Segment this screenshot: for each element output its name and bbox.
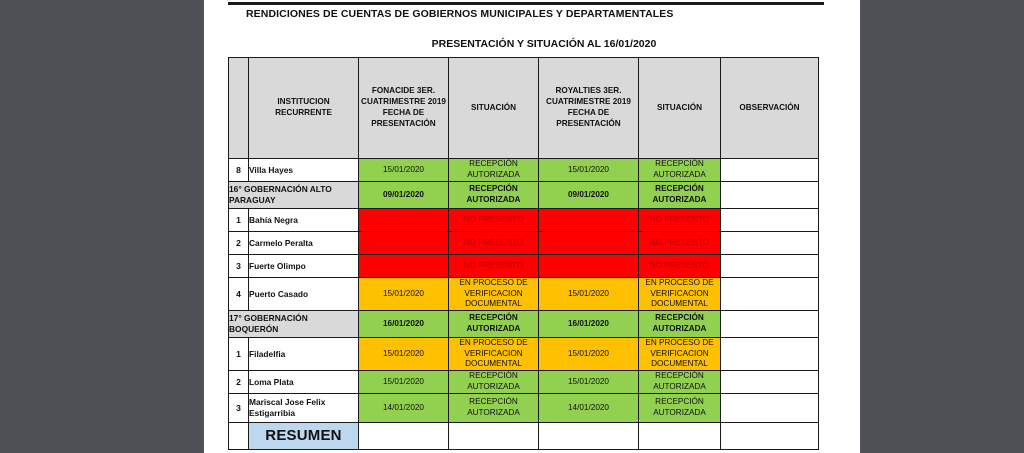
column-header-situacion-fonacide: SITUACIÓN	[449, 58, 539, 159]
table-footer-row	[229, 422, 819, 449]
column-header-situacion-royalties: SITUACIÓN	[639, 58, 721, 159]
cell-fonacide-situacion: NO PRESENTO	[449, 255, 539, 278]
cell-row-index: 1	[229, 337, 249, 370]
cell-row-index: 4	[229, 278, 249, 311]
cell-fonacide-date: 16/01/2020	[359, 310, 449, 337]
table-header	[229, 58, 819, 159]
cell-observacion	[721, 393, 819, 422]
cell-royalties-date	[539, 209, 639, 232]
cell-row-index: 3	[229, 255, 249, 278]
cell-footer-royalties-date	[539, 422, 639, 449]
cell-footer-fonacide-date	[359, 422, 449, 449]
cell-fonacide-date: 14/01/2020	[359, 393, 449, 422]
cell-footer-fonacide-status	[449, 422, 539, 449]
cell-royalties-situacion: RECEPCIÓN AUTORIZADA	[639, 310, 721, 337]
cell-royalties-date: 15/01/2020	[539, 370, 639, 393]
cell-fonacide-situacion: NO PRESENTO	[449, 209, 539, 232]
cell-institution: Mariscal Jose Felix Estigarribia	[249, 393, 359, 422]
cell-fonacide-date	[359, 232, 449, 255]
table-row	[229, 370, 819, 393]
cell-fonacide-situacion: RECEPCIÓN AUTORIZADA	[449, 370, 539, 393]
cell-observacion	[721, 209, 819, 232]
cell-row-index: 2	[229, 370, 249, 393]
cell-fonacide-date: 15/01/2020	[359, 278, 449, 311]
cell-row-index: 1	[229, 209, 249, 232]
cell-observacion	[721, 182, 819, 209]
cell-institution: Fuerte Olimpo	[249, 255, 359, 278]
table-row	[229, 182, 819, 209]
cell-institution: 16° GOBERNACIÓN ALTO PARAGUAY	[229, 182, 359, 209]
cell-fonacide-situacion: EN PROCESO DE VERIFICACION DOCUMENTAL	[449, 337, 539, 370]
cell-fonacide-situacion: NO PRESENTO	[449, 232, 539, 255]
cell-footer-index	[229, 422, 249, 449]
column-header-index	[229, 58, 249, 159]
cell-institution: Loma Plata	[249, 370, 359, 393]
table-row	[229, 232, 819, 255]
cell-royalties-situacion: NO PRESENTO	[639, 255, 721, 278]
cell-footer-royalties-status	[639, 422, 721, 449]
column-header-institution: INSTITUCION RECURRENTE	[249, 58, 359, 159]
cell-royalties-date: 15/01/2020	[539, 337, 639, 370]
cell-fonacide-date	[359, 209, 449, 232]
cell-fonacide-situacion: RECEPCIÓN AUTORIZADA	[449, 310, 539, 337]
table-row	[229, 278, 819, 311]
cell-fonacide-situacion: EN PROCESO DE VERIFICACION DOCUMENTAL	[449, 278, 539, 311]
cell-observacion	[721, 310, 819, 337]
cell-royalties-date: 16/01/2020	[539, 310, 639, 337]
cell-royalties-date: 14/01/2020	[539, 393, 639, 422]
cell-row-index: 8	[229, 159, 249, 182]
cell-institution: Carmelo Peralta	[249, 232, 359, 255]
cell-royalties-situacion: RECEPCIÓN AUTORIZADA	[639, 393, 721, 422]
cell-fonacide-date: 15/01/2020	[359, 159, 449, 182]
table-body	[229, 159, 819, 450]
cell-royalties-situacion: NO PRESENTO	[639, 232, 721, 255]
cell-observacion	[721, 370, 819, 393]
cell-institution: Filadelfia	[249, 337, 359, 370]
cell-institution: 17° GOBERNACIÓN BOQUERÓN	[229, 310, 359, 337]
page-subtitle: PRESENTACIÓN Y SITUACIÓN AL 16/01/2020	[431, 38, 657, 50]
cell-institution: Villa Hayes	[249, 159, 359, 182]
cell-fonacide-situacion: RECEPCIÓN AUTORIZADA	[449, 182, 539, 209]
cell-royalties-situacion: RECEPCIÓN AUTORIZADA	[639, 182, 721, 209]
cell-fonacide-date: 15/01/2020	[359, 337, 449, 370]
cell-royalties-date: 15/01/2020	[539, 159, 639, 182]
cell-observacion	[721, 255, 819, 278]
cell-royalties-date	[539, 255, 639, 278]
cell-royalties-date: 09/01/2020	[539, 182, 639, 209]
table-row	[229, 209, 819, 232]
column-header-observacion: OBSERVACIÓN	[721, 58, 819, 159]
page-title: RENDICIONES DE CUENTAS DE GOBIERNOS MUNICIPALES Y DEPARTAMENTALES	[246, 8, 674, 20]
resumen-label: RESUMEN	[249, 422, 359, 449]
cell-row-index: 2	[229, 232, 249, 255]
table-row	[229, 310, 819, 337]
cell-royalties-date	[539, 232, 639, 255]
cell-observacion	[721, 337, 819, 370]
title-block	[228, 5, 824, 50]
cell-footer-observacion	[721, 422, 819, 449]
cell-royalties-situacion: NO PRESENTO	[639, 209, 721, 232]
cell-observacion	[721, 278, 819, 311]
cell-row-index: 3	[229, 393, 249, 422]
column-header-fonacide: FONACIDE 3ER. CUATRIMESTRE 2019 FECHA DE PRESENTACIÓN	[359, 58, 449, 159]
table-row	[229, 393, 819, 422]
cell-fonacide-date: 15/01/2020	[359, 370, 449, 393]
column-header-royalties: ROYALTIES 3ER. CUATRIMESTRE 2019 FECHA DE PRESENTACIÓN	[539, 58, 639, 159]
cell-royalties-situacion: RECEPCIÓN AUTORIZADA	[639, 370, 721, 393]
header-row	[229, 58, 819, 159]
cell-fonacide-situacion: RECEPCIÓN AUTORIZADA	[449, 159, 539, 182]
cell-fonacide-date: 09/01/2020	[359, 182, 449, 209]
cell-institution: Puerto Casado	[249, 278, 359, 311]
cell-royalties-situacion: EN PROCESO DE VERIFICACION DOCUMENTAL	[639, 337, 721, 370]
table-row	[229, 337, 819, 370]
table-row	[229, 255, 819, 278]
cell-royalties-situacion: RECEPCIÓN AUTORIZADA	[639, 159, 721, 182]
cell-fonacide-situacion: RECEPCIÓN AUTORIZADA	[449, 393, 539, 422]
rendiciones-table	[228, 57, 819, 450]
cell-institution: Bahía Negra	[249, 209, 359, 232]
table-row	[229, 159, 819, 182]
cell-royalties-situacion: EN PROCESO DE VERIFICACION DOCUMENTAL	[639, 278, 721, 311]
cell-fonacide-date	[359, 255, 449, 278]
cell-observacion	[721, 159, 819, 182]
cell-observacion	[721, 232, 819, 255]
cell-royalties-date: 15/01/2020	[539, 278, 639, 311]
